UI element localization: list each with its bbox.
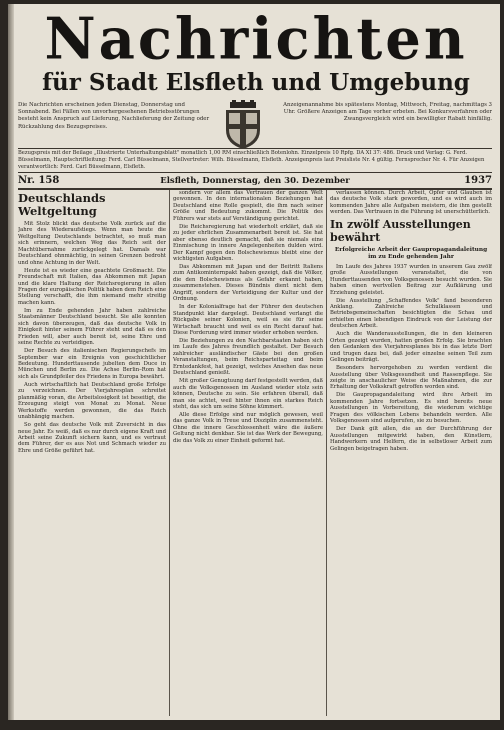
paragraph: So geht das deutsche Volk mit Zuversicht in das neue Jahr. Es weiß, daß es nur durch eigene Kraft und Arbeit seine Zukunft sichern kann, und es vertraut dem Führer, der es aus Not und Schmach wieder zu Ehre und Größe geführt hat. bbox=[18, 422, 166, 454]
newspaper-page bbox=[8, 4, 500, 720]
town-crest-icon bbox=[220, 100, 266, 150]
column-divider bbox=[326, 190, 327, 716]
paragraph: Alle diese Erfolge sind nur möglich gewesen, weil das ganze Volk in Treue und Disziplin zusammensteht. Ohne die innere Geschlossenheit wäre die äußere Geltung nicht denkbar. Sie ist das Werk der Bewegung, die das Volk zu einer Einheit geformt hat. bbox=[173, 411, 323, 444]
masthead-subtitle: für Stadt Elsfleth und Umgebung bbox=[42, 69, 470, 96]
paragraph: Die Beziehungen zu den Nachbarstaaten haben sich im Laufe des Jahres freundlich gestaltet. Der Besuch zahlreicher ausländischer Gäste bei den großen Veranstaltungen, beim Reichsparteitag und beim Erntedankfest, hat gezeigt, welches Ansehen das neue Deutschland genießt. bbox=[173, 337, 323, 377]
header-divider bbox=[18, 148, 492, 149]
issue-year: 1937 bbox=[464, 175, 492, 186]
paragraph: Im zu Ende gehenden Jahr haben zahlreiche Staatsmänner Deutschland besucht. Sie alle konnten sich davon überzeugen, daß das deutsche Volk in Einigkeit hinter seinem Führer steht und daß es den Frieden will, aber auch bereit ist, seine Ehre und seine Rechte zu verteidigen. bbox=[18, 307, 166, 347]
paragraph: Im Laufe des Jahres 1937 wurden in unserem Gau zwölf große Ausstellungen veranstaltet, die von Hunderttausenden von Volksgenossen besucht wurden. Sie haben einen wertvollen Beitrag zur Aufklärung und Erziehung geleistet. bbox=[330, 263, 492, 296]
column-3 bbox=[330, 190, 492, 716]
dateline-top-rule bbox=[18, 172, 492, 173]
masthead-title: Nachrichten bbox=[44, 5, 468, 73]
paragraph: Die Gaupropagandaleitung wird ihre Arbeit im kommenden Jahre fortsetzen. Es sind bereits neue Ausstellungen in Vorbereitung, die wiederum wichtige Fragen des völkischen Lebens behandeln werden. Alle Volksgenossen sind aufgerufen, sie zu besuchen. bbox=[330, 392, 492, 425]
issue-number: Nr. 158 bbox=[18, 175, 60, 186]
paragraph: Besonders hervorgehoben zu werden verdient die Ausstellung über Volksgesundheit und Rassenpflege. Sie zeigte in anschaulicher Weise die Maßnahmen, die zur Erhaltung der Volkskraft getroffen worden sind. bbox=[330, 365, 492, 391]
paragraph: Der Besuch des italienischen Regierungschefs im September war ein Ereignis von geschichtlicher Bedeutung. Hunderttausende jubelten dem Duce in München und Berlin zu. Die Achse Berlin–Rom hat sich als Grundpfeiler des Friedens in Europa bewährt. bbox=[18, 348, 166, 380]
article-subheadline: Erfolgreiche Arbeit der Gaupropagandaleitung im zu Ende gehenden Jahr bbox=[334, 246, 488, 260]
dateline bbox=[18, 174, 492, 188]
column-1 bbox=[18, 190, 166, 716]
paragraph: Heute ist es wieder eine geachtete Großmacht. Die Freundschaft mit Italien, das Abkommen mit Japan und die klare Haltung der Reichsregierung in allen Fragen der europäischen Politik haben dem Reich eine Stellung verschafft, die ihm niemand mehr streitig machen kann. bbox=[18, 267, 166, 306]
paragraph: Auch die Wanderausstellungen, die in den kleineren Orten gezeigt wurden, hatten großen Erfolg. Sie brachten den Gedanken des Vierjahresplanes bis in das letzte Dorf und trugen dazu bei, daß jeder einzelne seinen Teil zum Gelingen beiträgt. bbox=[330, 331, 492, 364]
paragraph: Auch wirtschaftlich hat Deutschland große Erfolge zu verzeichnen. Der Vierjahresplan schreitet planmäßig voran, die Arbeitslosigkeit ist beseitigt, die Erzeugung steigt von Monat zu Monat. Neue Werkstoffe werden gewonnen, die das Reich unabhängig machen. bbox=[18, 381, 166, 421]
column-2 bbox=[173, 190, 323, 716]
paragraph: Mit großer Genugtuung darf festgestellt werden, daß auch die Volksgenossen im Ausland wieder stolz sein können, Deutsche zu sein. Sie erfahren überall, daß man sie achtet, weil hinter ihnen ein starkes Reich steht, das sich um seine Söhne kümmert. bbox=[173, 378, 323, 410]
paragraph: Der Dank gilt allen, die an der Durchführung der Ausstellungen mitgewirkt haben, den Künstlern, Handwerkern und Helfern, die in selbstloser Arbeit zum Gelingen beigetragen haben. bbox=[330, 426, 492, 452]
issue-date: Elsfleth, Donnerstag, den 30. Dezember bbox=[160, 176, 350, 186]
paragraph: verlassen können. Durch Arbeit, Opfer und Glauben ist das deutsche Volk stark geworden, und es wird auch im kommenden Jahre alle Aufgaben meistern, die ihm gestellt werden. Das Vertrauen in die Führung ist unerschütterlich. bbox=[330, 190, 492, 216]
paragraph: Die Ausstellung „Schaffendes Volk" fand besonderen Anklang. Zahlreiche Schulklassen und Betriebsgemeinschaften besichtigten die Schau und erhielten einen lebendigen Eindruck von der Leistung der deutschen Arbeit. bbox=[330, 297, 492, 330]
advertising-info: Anzeigenannahme bis spätestens Montag, Mittwoch, Freitag, nachmittags 3 Uhr. Größere Anzeigen am Tage vorher erbeten. Bei Konkursverfahren oder Zwangsvergleich wird ein bewilligter Rabatt hinfällig. bbox=[283, 102, 492, 123]
article-headline: In zwölf Ausstellungen bewährt bbox=[330, 217, 471, 244]
subscription-info: Bezugspreis mit der Beilage „Illustrierte Unterhaltungsblatt" monatlich 1,00 RM einschließlich Botenlohn. Einzelpreis 10 Rpfg. DA XI 37: 486. Druck und Verlag: G. Ferd. Büsselmann, Hauptschriftleitung: Ferd. Carl Büsselmann, Stellvertreter: Wilh. Büsselmann, Elsfleth. Anzeigenpreis laut Preisliste Nr. 4 gültig. Fernsprecher Nr. 4. Für Anzeigen verantwortlich: Ferd. Carl Büsselmann, Elsfleth. bbox=[18, 150, 485, 170]
paragraph: Das Abkommen mit Japan und der Beitritt Italiens zum Antikominternpakt haben gezeigt, daß die Völker, die den Bolschewismus als Gefahr erkannt haben, zusammenstehen. Dieses Bündnis dient nicht dem Angriff, sondern der Verteidigung der Kultur und der Ordnung. bbox=[173, 263, 323, 303]
paragraph: Die Reichsregierung hat wiederholt erklärt, daß sie zu jeder ehrlichen Zusammenarbeit bereit ist. Sie hat aber ebenso deutlich gemacht, daß sie niemals eine Einmischung in innere Angelegenheiten dulden wird. Der Kampf gegen den Bolschewismus bleibt eine der wichtigsten Aufgaben. bbox=[173, 223, 323, 263]
article-headline: Deutschlands Weltgeltung bbox=[18, 191, 106, 218]
page-binding-edge bbox=[8, 4, 14, 720]
paragraph: sondern vor allem das Vertrauen der ganzen Welt gewonnen. In den internationalen Beziehungen hat Deutschland eine Rolle gespielt, die ihm nach seiner Größe und Bedeutung zukommt. Die Politik des Führers war stets auf Verständigung gerichtet. bbox=[173, 190, 323, 222]
column-divider bbox=[169, 190, 170, 716]
paragraph: In der Kolonialfrage hat der Führer den deutschen Standpunkt klar dargelegt. Deutschland verlangt die Rückgabe seiner Kolonien, weil es sie für seine Wirtschaft braucht und weil es ein Recht darauf hat. Diese Forderung wird immer wieder erhoben werden. bbox=[173, 304, 323, 337]
paragraph: Mit Stolz blickt das deutsche Volk zurück auf die Jahre des Wiederaufstiegs. Wenn man heute die Weltgeltung Deutschlands betrachtet, so muß man sich erinnern, welchen Weg das Reich seit der Machtübernahme zurückgelegt hat. Damals war Deutschland ohnmächtig, in seinen Grenzen bedroht und ohne Achtung in der Welt. bbox=[18, 221, 166, 266]
publication-info: Die Nachrichten erscheinen jeden Dienstag, Donnerstag und Sonnabend. Bei Fällen von unvorhergesehenen Betriebsstörungen besteht kein Anspruch auf Lieferung, Nachlieferung der Zeitung oder Rückzahlung des Bezugspreises. bbox=[18, 102, 210, 130]
